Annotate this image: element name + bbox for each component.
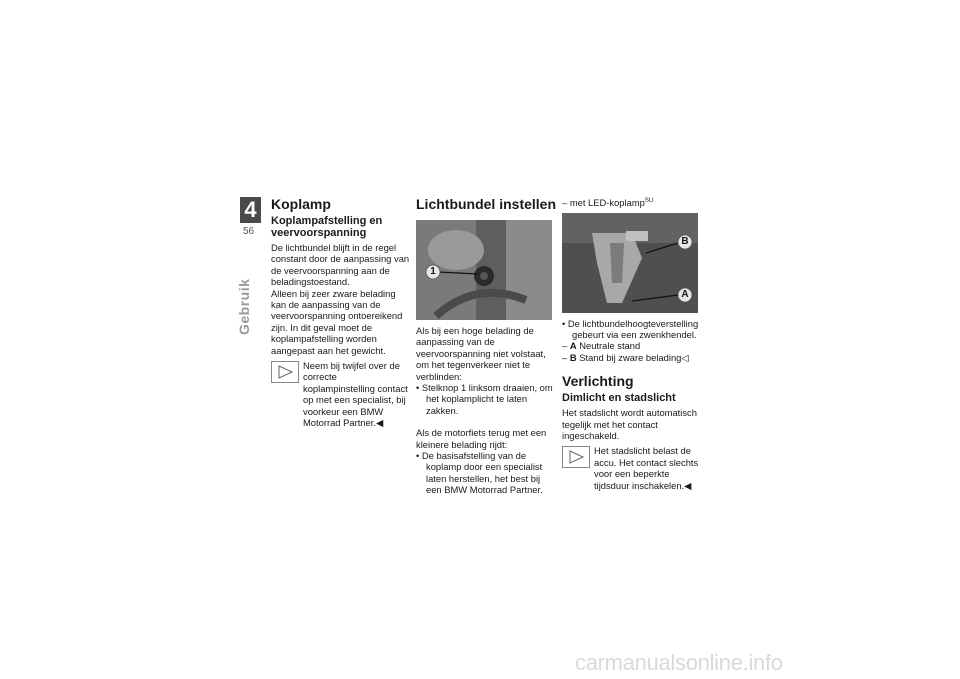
paragraph-kleinere-belading: Als de motorfiets terug met een kleinere belading rijdt: bbox=[416, 427, 547, 450]
photo-label-1: 1 bbox=[430, 266, 436, 277]
column-koplamp bbox=[271, 196, 411, 429]
led-koplamp-text: – met LED-koplamp bbox=[562, 197, 645, 209]
chapter-number: 4 bbox=[240, 197, 261, 223]
photo-zwenkhendel-illustration bbox=[562, 213, 698, 313]
warning-block-accu bbox=[562, 445, 702, 491]
led-koplamp-line bbox=[562, 196, 702, 209]
dash-item-a-text: Neutrale stand bbox=[579, 340, 641, 352]
warning-text: Neem bij twijfel over de correcte koplampinstelling contact op met een specialist, bij voorkeur een BMW Motorrad Partner.◀ bbox=[303, 360, 408, 429]
chapter-side-label: Gebruik bbox=[236, 278, 252, 335]
dash-item-b-text: Stand bij zware belading◁ bbox=[579, 351, 689, 363]
warning-triangle-icon bbox=[562, 446, 590, 468]
paragraph-lichtbundel: De lichtbundel blijft in de regel constant door de aanpassing van de veervoorspanning aan de beladingstoestand. bbox=[271, 242, 410, 288]
dash-item-b: – B Stand bij zware belading◁ bbox=[562, 351, 689, 363]
photo-label-a: A bbox=[681, 288, 689, 300]
bullet-stelknop: • Stelknop 1 linksom draaien, om het koplamplicht te laten zakken. bbox=[416, 382, 553, 416]
section-title-verlichting: Verlichting bbox=[562, 373, 634, 390]
photo-stelknop bbox=[416, 220, 552, 320]
section-title-lichtbundel: Lichtbundel instellen bbox=[416, 196, 557, 212]
dash-item-a: – A Neutrale stand bbox=[562, 340, 641, 352]
subtitle-koplampafstelling: Koplampafstelling en veervoorspanning bbox=[271, 215, 383, 239]
photo-zwenkhendel bbox=[562, 213, 698, 313]
warning-block bbox=[271, 360, 411, 428]
subtitle-dimlicht: Dimlicht en stadslicht bbox=[562, 392, 676, 405]
led-koplamp-sup: SU bbox=[644, 198, 654, 204]
dash-item-a-key: A bbox=[569, 340, 577, 352]
warning-triangle-icon bbox=[271, 361, 299, 383]
section-title-koplamp: Koplamp bbox=[271, 196, 331, 212]
photo-label-b: B bbox=[681, 235, 689, 247]
paragraph-hoge-belading: Als bij een hoge belading de aanpassing van de veervoorspanning niet volstaat, om het tegenverkeer niet te verblinden: bbox=[416, 325, 546, 382]
column-verlichting bbox=[562, 196, 702, 491]
watermark: carmanualsonline.info bbox=[575, 650, 783, 675]
page-number: 56 bbox=[243, 226, 255, 237]
dash-item-b-key: B bbox=[569, 351, 577, 363]
column-lichtbundel bbox=[416, 196, 556, 496]
bullet-zwenkhendel: • De lichtbundelhoogteverstelling gebeurt via een zwenkhendel. bbox=[562, 317, 699, 340]
paragraph-zware-belading: Alleen bij zeer zware belading kan de aanpassing van de veervoorspanning ontoereikend zijn. In dit geval moet de koplampafstelling worden aangepast aan het gewicht. bbox=[271, 287, 403, 356]
bullet-basisafstelling: • De basisafstelling van de koplamp door een specialist laten herstellen, het best bij een BMW Motorrad Partner. bbox=[416, 450, 543, 496]
paragraph-stadslicht: Het stadslicht wordt automatisch tegelijk met het contact ingeschakeld. bbox=[562, 407, 697, 441]
warning-text-accu: Het stadslicht belast de accu. Het contact slechts voor een beperkte tijdsduur inschakelen.◀ bbox=[594, 445, 699, 491]
